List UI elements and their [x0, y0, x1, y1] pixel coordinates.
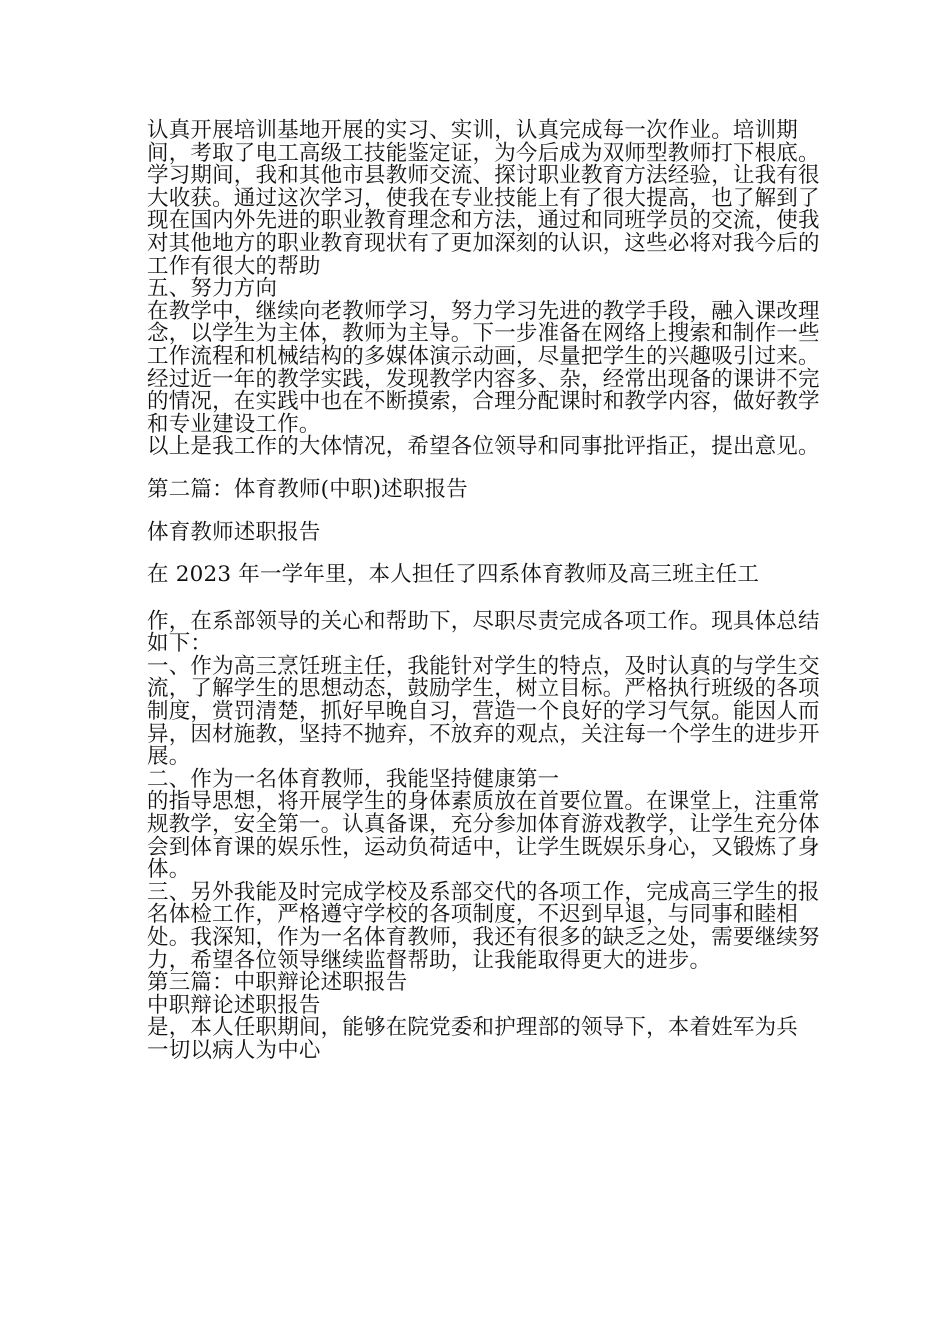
paragraph-study-exchange: 学习期间，我和其他市县教师交流、探讨职业教育方法经验，让我有很大收获。通过这次学习，使我在专业技能上有了很大提高，也了解到了现在国内外先进的职业教育理念和方法，通过和同班学员的交流，使我对其他地方的职业教育现状有了更加深刻的认识，这些必将对我今后的工作有很大的帮助	[147, 163, 820, 279]
report-title-pe-teacher: 体育教师述职报告	[147, 519, 321, 545]
paragraph-pe-teacher-start: 二、作为一名体育教师，我能坚持健康第一	[147, 766, 560, 792]
paragraph-class-teacher: 一、作为高三烹饪班主任，我能针对学生的特点，及时认真的与学生交流，了解学生的思想动态，鼓励学生，树立目标。严格执行班级的各项制度，赏罚清楚，抓好早晚自习，营造一个良好的学习气氛。能因人而异，因材施教，坚持不抛弃，不放弃的观点，关注每一个学生的进步开展。	[147, 653, 820, 770]
heading-direction: 五、努力方向	[147, 276, 278, 302]
paragraph-closing-remarks: 以上是我工作的大体情况，希望各位领导和同事批评指正，提出意见。	[147, 434, 820, 460]
paragraph-tenure: 是，本人任职期间，能够在院党委和护理部的领导下，本着姓军为兵	[147, 1015, 799, 1041]
section-title-second: 第二篇：体育教师(中职)述职报告	[147, 476, 468, 502]
document-body	[147, 120, 827, 1063]
paragraph-other-work: 三、另外我能及时完成学校及系部交代的各项工作，完成高三学生的报名体检工作，严格遵守学校的各项制度，不迟到早退，与同事和睦相处。我深知，作为一名体育教师，我还有很多的缺乏之处，需要继续努力，希望各位领导继续监督帮助，让我能取得更大的进步。	[147, 879, 820, 973]
report-title-debate: 中职辩论述职报告	[147, 992, 321, 1018]
paragraph-patient-centered: 一切以病人为中心	[147, 1037, 321, 1063]
paragraph-year-summary-continued: 作，在系部领导的关心和帮助下，尽职尽责完成各项工作。现具体总结如下：	[147, 608, 820, 657]
paragraph-pe-teacher-continued: 的指导思想，将开展学生的身体素质放在首要位置。在课堂上，注重常规教学，安全第一。认真备课，充分参加体育游戏教学，让学生充分体会到体育课的娱乐性，运动负荷适中，让学生既娱乐身心，又锻炼了身体。	[147, 789, 820, 883]
paragraph-training-practice: 认真开展培训基地开展的实习、实训，认真完成每一次作业。培训期间，考取了电工高级工技能鉴定证，为今后成为双师型教师打下根底。	[147, 118, 820, 166]
section-title-third: 第三篇：中职辩论述职报告	[147, 970, 408, 996]
paragraph-year-summary-start: 在 2023 年一学年里，本人担任了四系体育教师及高三班主任工	[147, 562, 760, 588]
paragraph-teaching-plan: 在教学中，继续向老教师学习，努力学习先进的教学手段，融入课改理念，以学生为主体，教师为主导。下一步准备在网络上搜索和制作一些工作流程和机械结构的多媒体演示动画，尽量把学生的兴趣吸引过来。经过近一年的教学实践，发现教学内容多、杂，经常出现备的课讲不完的情况，在实践中也在不断摸索，合理分配课时和教学内容，做好教学和专业建设工作。	[147, 298, 820, 437]
